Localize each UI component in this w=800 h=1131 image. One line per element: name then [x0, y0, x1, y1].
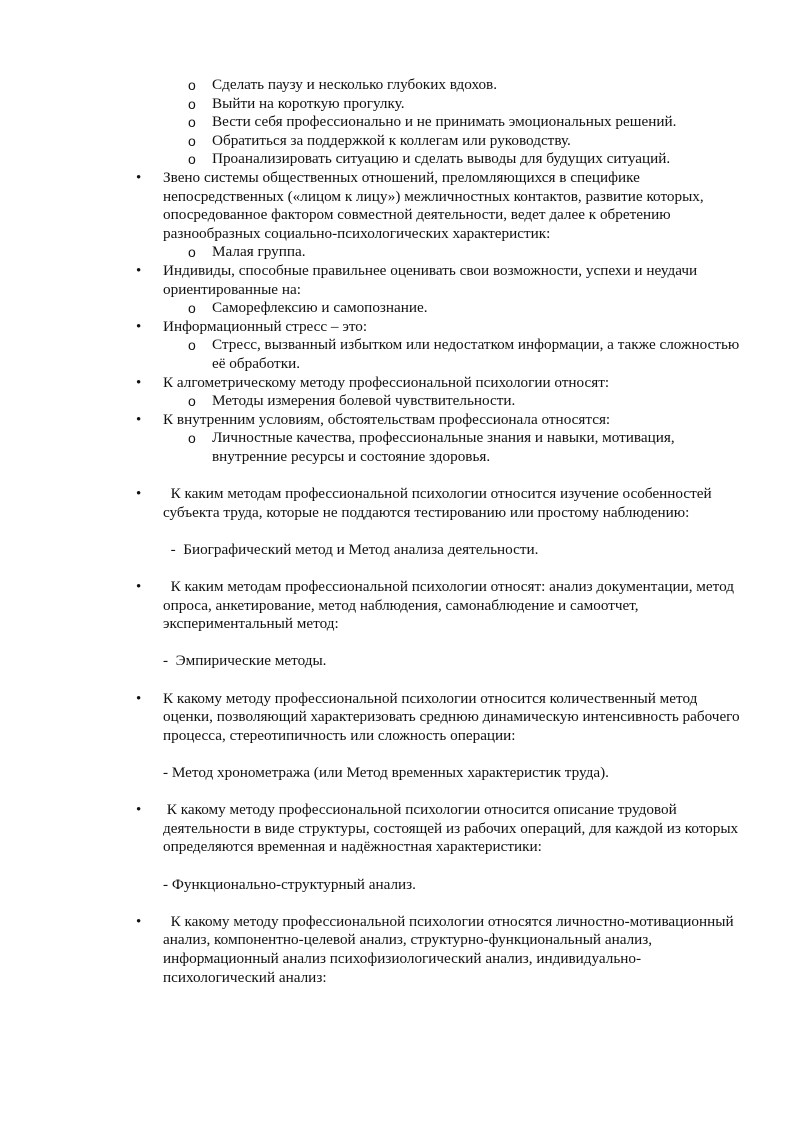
- blank-line: [0, 634, 800, 653]
- sub-list-item-text: Стресс, вызванный избытком или недостатком информации, а также сложностью её обработки.: [212, 336, 740, 372]
- bullet-item-text: Звено системы общественных отношений, преломляющихся в специфике непосредственных («лицом к лицу») межличностных контактов, развитие которых, опосредованное фактором совместной деятельности, ведет далее к обретению разнообразных социально-психологических характеристик:: [163, 168, 708, 242]
- sub-list-item: [0, 299, 800, 318]
- circle-marker-icon: o: [188, 393, 196, 410]
- bullet-list-item: [0, 318, 800, 337]
- circle-marker-icon: o: [188, 95, 196, 112]
- sub-list-item-text: Сделать паузу и несколько глубоких вдохов.: [212, 76, 498, 93]
- bullet-item-text: К какому методу профессиональной психологии относится описание трудовой деятельности в виде структуры, состоящей из рабочих операций, для каждой из которых определяются временная и надёжностная характеристики:: [163, 801, 742, 856]
- sub-list-item: [0, 76, 800, 95]
- sub-list-item: [0, 113, 800, 132]
- sub-list-item-text: Личностные качества, профессиональные знания и навыки, мотивация, внутренние ресурсы и состояние здоровья.: [212, 429, 675, 465]
- bullet-item-text: К какому методу профессиональной психологии относится количественный метод оценки, позволяющий характеризовать среднюю динамическую интенсивность рабочего процесса, стереотипичность или сложность операции:: [163, 689, 744, 744]
- sub-list-item-text: Малая группа.: [212, 243, 306, 261]
- blank-line: [0, 522, 800, 541]
- blank-line: [0, 745, 800, 764]
- bullet-marker-icon: •: [136, 262, 142, 279]
- sub-list-item: [0, 429, 800, 466]
- circle-marker-icon: o: [188, 337, 196, 354]
- bullet-list-item: [0, 374, 800, 393]
- bullet-item-text: К алгометрическому методу профессиональной психологии относят:: [163, 373, 610, 391]
- bullet-marker-icon: •: [136, 690, 142, 707]
- circle-marker-icon: o: [188, 114, 196, 131]
- blank-line: [0, 466, 800, 485]
- sub-list-item-text: Саморефлексию и самопознание.: [212, 299, 428, 317]
- bullet-list-item: [0, 411, 800, 430]
- bullet-marker-icon: •: [136, 486, 142, 503]
- answer-line: - Функционально-структурный анализ.: [163, 875, 416, 893]
- sub-list-item: [0, 392, 800, 411]
- bullet-list-item: [0, 262, 800, 299]
- blank-line: [0, 783, 800, 802]
- bullet-marker-icon: •: [136, 579, 142, 596]
- circle-marker-icon: o: [188, 77, 196, 93]
- bullet-marker-icon: •: [136, 913, 142, 930]
- bullet-list-item: [0, 485, 800, 522]
- circle-marker-icon: o: [188, 300, 196, 317]
- bullet-item-text: К внутренним условиям, обстоятельствам профессионала относятся:: [163, 410, 611, 428]
- bullet-item-text: К каким методам профессиональной психологии относится изучение особенностей субъекта труда, которые не поддаются тестированию или простому наблюдению:: [163, 485, 716, 521]
- bullet-item-text: К каким методам профессиональной психологии относят: анализ документации, метод опроса, анкетирование, метод наблюдения, самонаблюдение и самоотчет, экспериментальный метод:: [163, 578, 738, 633]
- sub-list-item-text: Вести себя профессионально и не принимать эмоциональных решений.: [212, 113, 677, 131]
- bullet-marker-icon: •: [136, 411, 142, 428]
- bullet-item-text: Информационный стресс – это:: [163, 317, 368, 335]
- sub-list-item: [0, 95, 800, 114]
- circle-marker-icon: o: [188, 151, 196, 168]
- sub-list-item-text: Проанализировать ситуацию и сделать выводы для будущих ситуаций.: [212, 150, 671, 168]
- bullet-list-item: [0, 690, 800, 746]
- blank-line: [0, 894, 800, 913]
- circle-marker-icon: o: [188, 244, 196, 261]
- sub-list-item-text: Методы измерения болевой чувствительности.: [212, 392, 516, 410]
- bullet-item-text: Индивиды, способные правильнее оценивать свои возможности, успехи и неудачи ориентированные на:: [163, 261, 701, 298]
- sub-list-item: [0, 243, 800, 262]
- circle-marker-icon: o: [188, 132, 196, 149]
- circle-marker-icon: o: [188, 430, 196, 447]
- sub-list-item: [0, 132, 800, 151]
- answer-line: - Метод хронометража (или Метод временных характеристик труда).: [163, 763, 609, 781]
- bullet-list-item: [0, 578, 800, 634]
- answer-line: - Биографический метод и Метод анализа деятельности.: [163, 540, 539, 558]
- bullet-list-item: [0, 169, 800, 243]
- bullet-list-item: [0, 801, 800, 857]
- answer-line: - Эмпирические методы.: [163, 652, 327, 670]
- bullet-marker-icon: •: [136, 374, 142, 391]
- blank-line: [0, 671, 800, 690]
- bullet-marker-icon: •: [136, 802, 142, 819]
- sub-list-item-text: Выйти на короткую прогулку.: [212, 94, 405, 112]
- bullet-item-text: К какому методу профессиональной психологии относятся личностно-мотивационный анализ, компонентно-целевой анализ, структурно-функциональный анализ, информационный анализ психофизиологический анализ, индивидуально-психологический анализ:: [163, 912, 738, 986]
- bullet-list-item: [0, 913, 800, 987]
- sub-list-item-text: Обратиться за поддержкой к коллегам или руководству.: [212, 131, 571, 149]
- blank-line: [0, 559, 800, 578]
- bullet-marker-icon: •: [136, 169, 142, 186]
- bullet-marker-icon: •: [136, 318, 142, 335]
- blank-line: [0, 857, 800, 876]
- sub-list-item: [0, 150, 800, 169]
- sub-list-item: [0, 336, 800, 373]
